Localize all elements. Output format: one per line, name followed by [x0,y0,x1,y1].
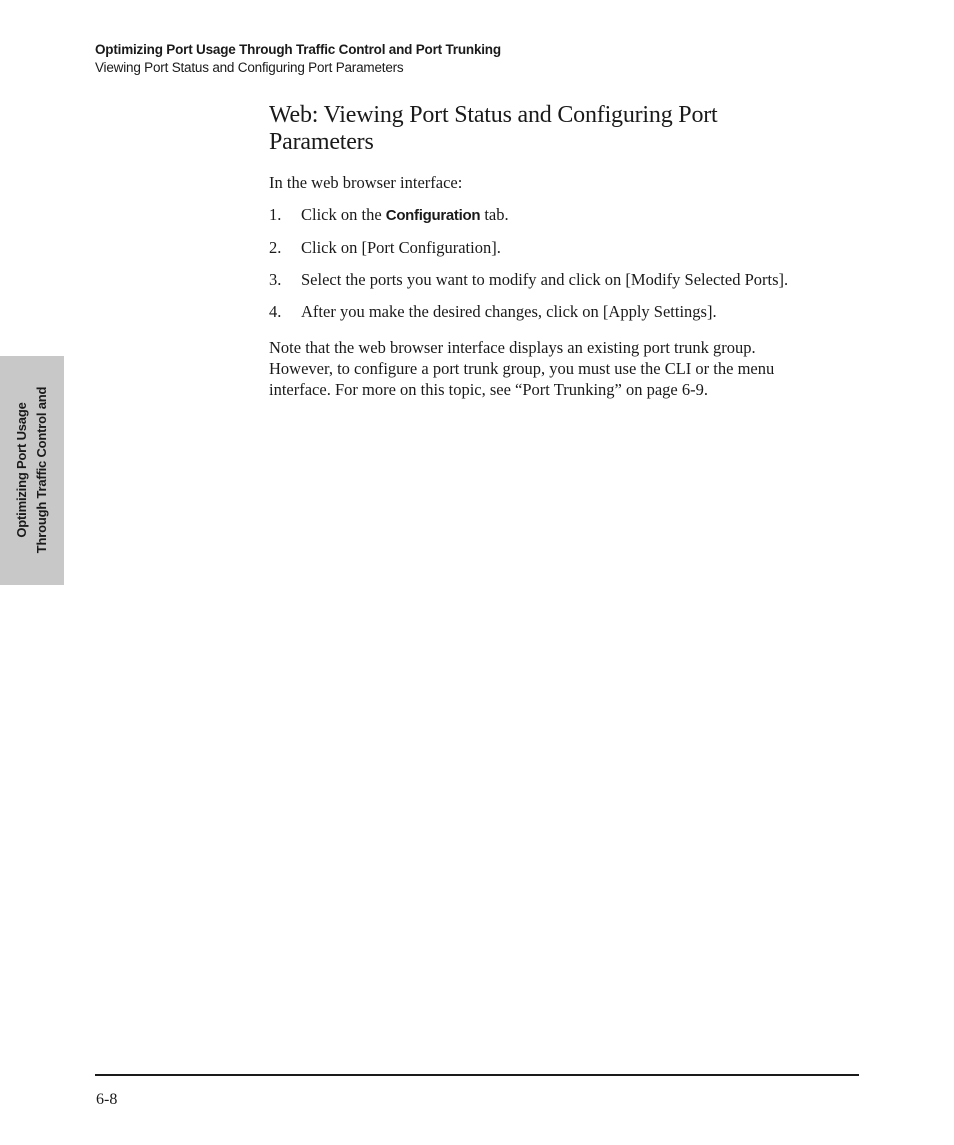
step-text [301,204,509,226]
heading-line-2: Parameters [269,129,374,155]
side-tab-line-2: Through Traffic Control and [34,386,49,554]
section-heading [269,102,869,156]
side-tab-label [12,387,52,553]
step-text: Click on [Port Configuration]. [301,238,501,257]
main-content [269,102,869,400]
chapter-side-tab [0,356,64,585]
list-item [269,204,869,226]
note-paragraph [269,337,869,400]
footer-rule [95,1074,859,1076]
step-number: 3. [269,270,282,289]
note-line-1: Note that the web browser interface displays an existing port trunk group. [269,338,756,357]
side-tab-line-1: Optimizing Port Usage [14,402,29,538]
chapter-title: Optimizing Port Usage Through Traffic Control and Port Trunking [95,42,501,57]
step-text: After you make the desired changes, click on [Apply Settings]. [301,302,717,321]
list-item [269,301,869,322]
step-text: Select the ports you want to modify and click on [Modify Selected Ports]. [301,270,789,289]
list-item [269,269,869,290]
step-number: 4. [269,302,282,321]
note-line-2: However, to configure a port trunk group, you must use the CLI or the menu [269,359,775,378]
section-title: Viewing Port Status and Configuring Port Parameters [95,60,404,75]
note-line-3: interface. For more on this topic, see “Port Trunking” on page 6-9. [269,380,708,399]
configuration-term: Configuration [385,207,481,224]
step-text-before: Click on the [301,205,386,224]
heading-line-1: Web: Viewing Port Status and Configuring Port [269,102,718,128]
step-number: 1. [269,205,282,224]
step-number: 2. [269,238,282,257]
page-number: 6-8 [96,1091,118,1108]
list-item [269,237,869,258]
running-header [95,41,501,77]
intro-paragraph: In the web browser interface: [269,173,463,192]
steps-list [269,204,869,322]
step-text-after: tab. [480,205,509,224]
